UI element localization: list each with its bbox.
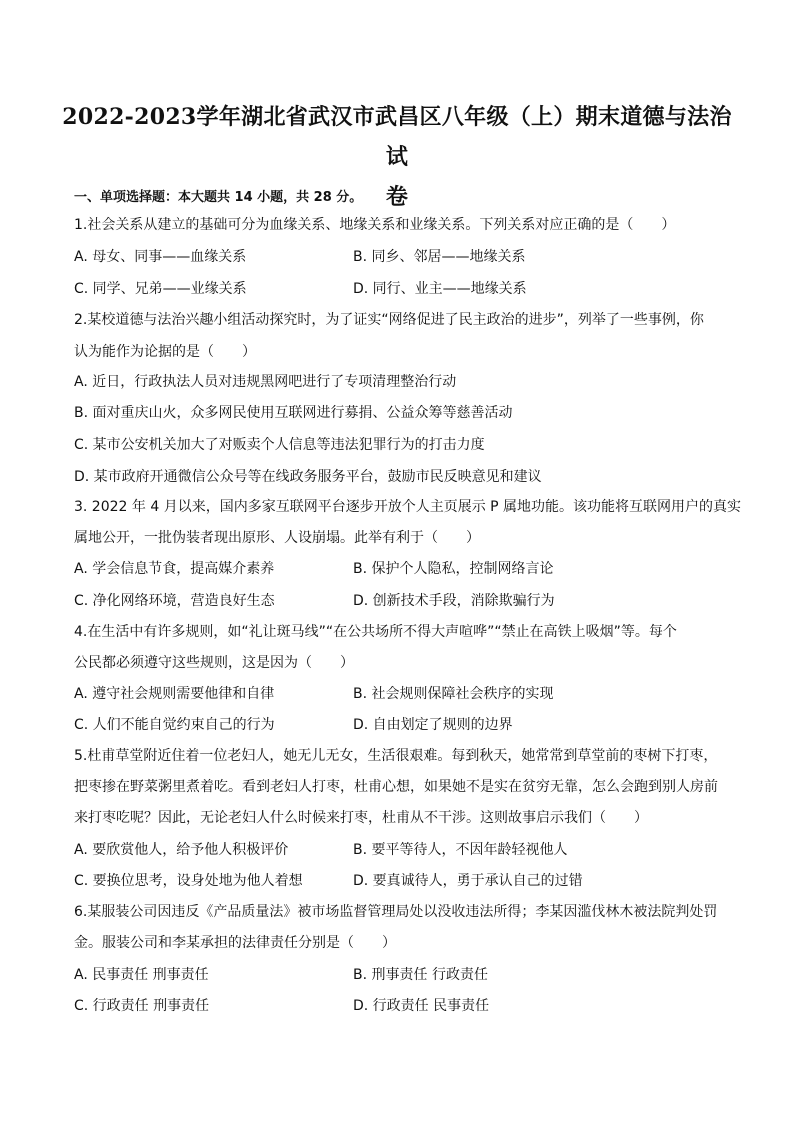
q1-option-b: B. 同乡、邻居——地缘关系 (353, 249, 526, 265)
q2-stem-line-2: 认为能作为论据的是（ ） (74, 344, 256, 360)
q6-option-c: C. 行政责任 刑事责任 (74, 998, 210, 1014)
q2-option-b: B. 面对重庆山火，众多网民使用互联网进行募捐、公益众筹等慈善活动 (74, 405, 513, 421)
q3-stem-line-2: 属地公开，一批伪装者现出原形、人设崩塌。此举有利于（ ） (74, 530, 480, 546)
q3-option-d: D. 创新技术手段，消除欺骗行为 (353, 593, 555, 609)
q5-option-c: C. 要换位思考，设身处地为他人着想 (74, 873, 303, 889)
q1-option-c: C. 同学、兄弟——业缘关系 (74, 281, 247, 297)
exam-title-line-2: 卷 (385, 184, 409, 210)
q3-option-c: C. 净化网络环境，营造良好生态 (74, 593, 275, 609)
q3-stem-line-1: 3. 2022 年 4 月以来，国内多家互联网平台逐步开放个人主页展示 P 属地功能。该功能将互联网用户的真实 (74, 499, 742, 515)
q4-option-a: A. 遵守社会规则需要他律和自律 (74, 686, 275, 702)
q5-stem-line-3: 来打枣吃呢？因此，无论老妇人什么时候来打枣，杜甫从不干涉。这则故事启示我们（ ） (74, 810, 648, 826)
exam-title-line-1: 2022-2023学年湖北省武汉市武昌区八年级（上）期末道德与法治试 (62, 104, 732, 170)
q6-stem-line-1: 6.某服装公司因违反《产品质量法》被市场监督管理局处以没收违法所得；李某因滥伐林木被法院判处罚 (74, 904, 718, 920)
q2-option-c: C. 某市公安机关加大了对贩卖个人信息等违法犯罪行为的打击力度 (74, 437, 485, 453)
q3-option-a: A. 学会信息节食，提高媒介素养 (74, 561, 275, 577)
q4-option-c: C. 人们不能自觉约束自己的行为 (74, 717, 275, 733)
q2-option-a: A. 近日，行政执法人员对违规黑网吧进行了专项清理整治行动 (74, 374, 457, 390)
q4-stem-line-2: 公民都必须遵守这些规则，这是因为（ ） (74, 655, 354, 671)
q5-stem-line-2: 把枣掺在野菜粥里煮着吃。看到老妇人打枣，杜甫心想，如果她不是实在贫穷无靠，怎么会跑到别人房前 (74, 779, 718, 795)
q2-stem-line-1: 2.某校道德与法治兴趣小组活动探究时，为了证实“网络促进了民主政治的进步”，列举了一些事例，你 (74, 312, 704, 328)
q1-stem-line-1: 1.社会关系从建立的基础可分为血缘关系、地缘关系和业缘关系。下列关系对应正确的是（ ） (74, 217, 676, 233)
q5-stem-line-1: 5.杜甫草堂附近住着一位老妇人，她无儿无女，生活很艰难。每到秋天，她常常到草堂前的枣树下打枣， (74, 748, 718, 764)
q6-option-b: B. 刑事责任 行政责任 (353, 967, 488, 983)
q1-option-a: A. 母女、同事——血缘关系 (74, 249, 247, 265)
q4-stem-line-1: 4.在生活中有许多规则，如“礼让斑马线”“在公共场所不得大声喧哗”“禁止在高铁上吸烟”等。每个 (74, 624, 677, 640)
q5-option-a: A. 要欣赏他人，给予他人积极评价 (74, 842, 289, 858)
q1-option-d: D. 同行、业主——地缘关系 (353, 281, 527, 297)
q5-option-d: D. 要真诚待人，勇于承认自己的过错 (353, 873, 583, 889)
section-header: 一、单项选择题：本大题共 14 小题，共 28 分。 (74, 190, 363, 205)
q2-option-d: D. 某市政府开通微信公众号等在线政务服务平台，鼓励市民反映意见和建议 (74, 469, 542, 485)
q4-option-d: D. 自由划定了规则的边界 (353, 717, 513, 733)
q6-option-a: A. 民事责任 刑事责任 (74, 967, 209, 983)
q5-option-b: B. 要平等待人，不因年龄轻视他人 (353, 842, 568, 858)
q3-option-b: B. 保护个人隐私，控制网络言论 (353, 561, 554, 577)
q6-stem-line-2: 金。服装公司和李某承担的法律责任分别是（ ） (74, 935, 396, 951)
q4-option-b: B. 社会规则保障社会秩序的实现 (353, 686, 554, 702)
q6-option-d: D. 行政责任 民事责任 (353, 998, 490, 1014)
